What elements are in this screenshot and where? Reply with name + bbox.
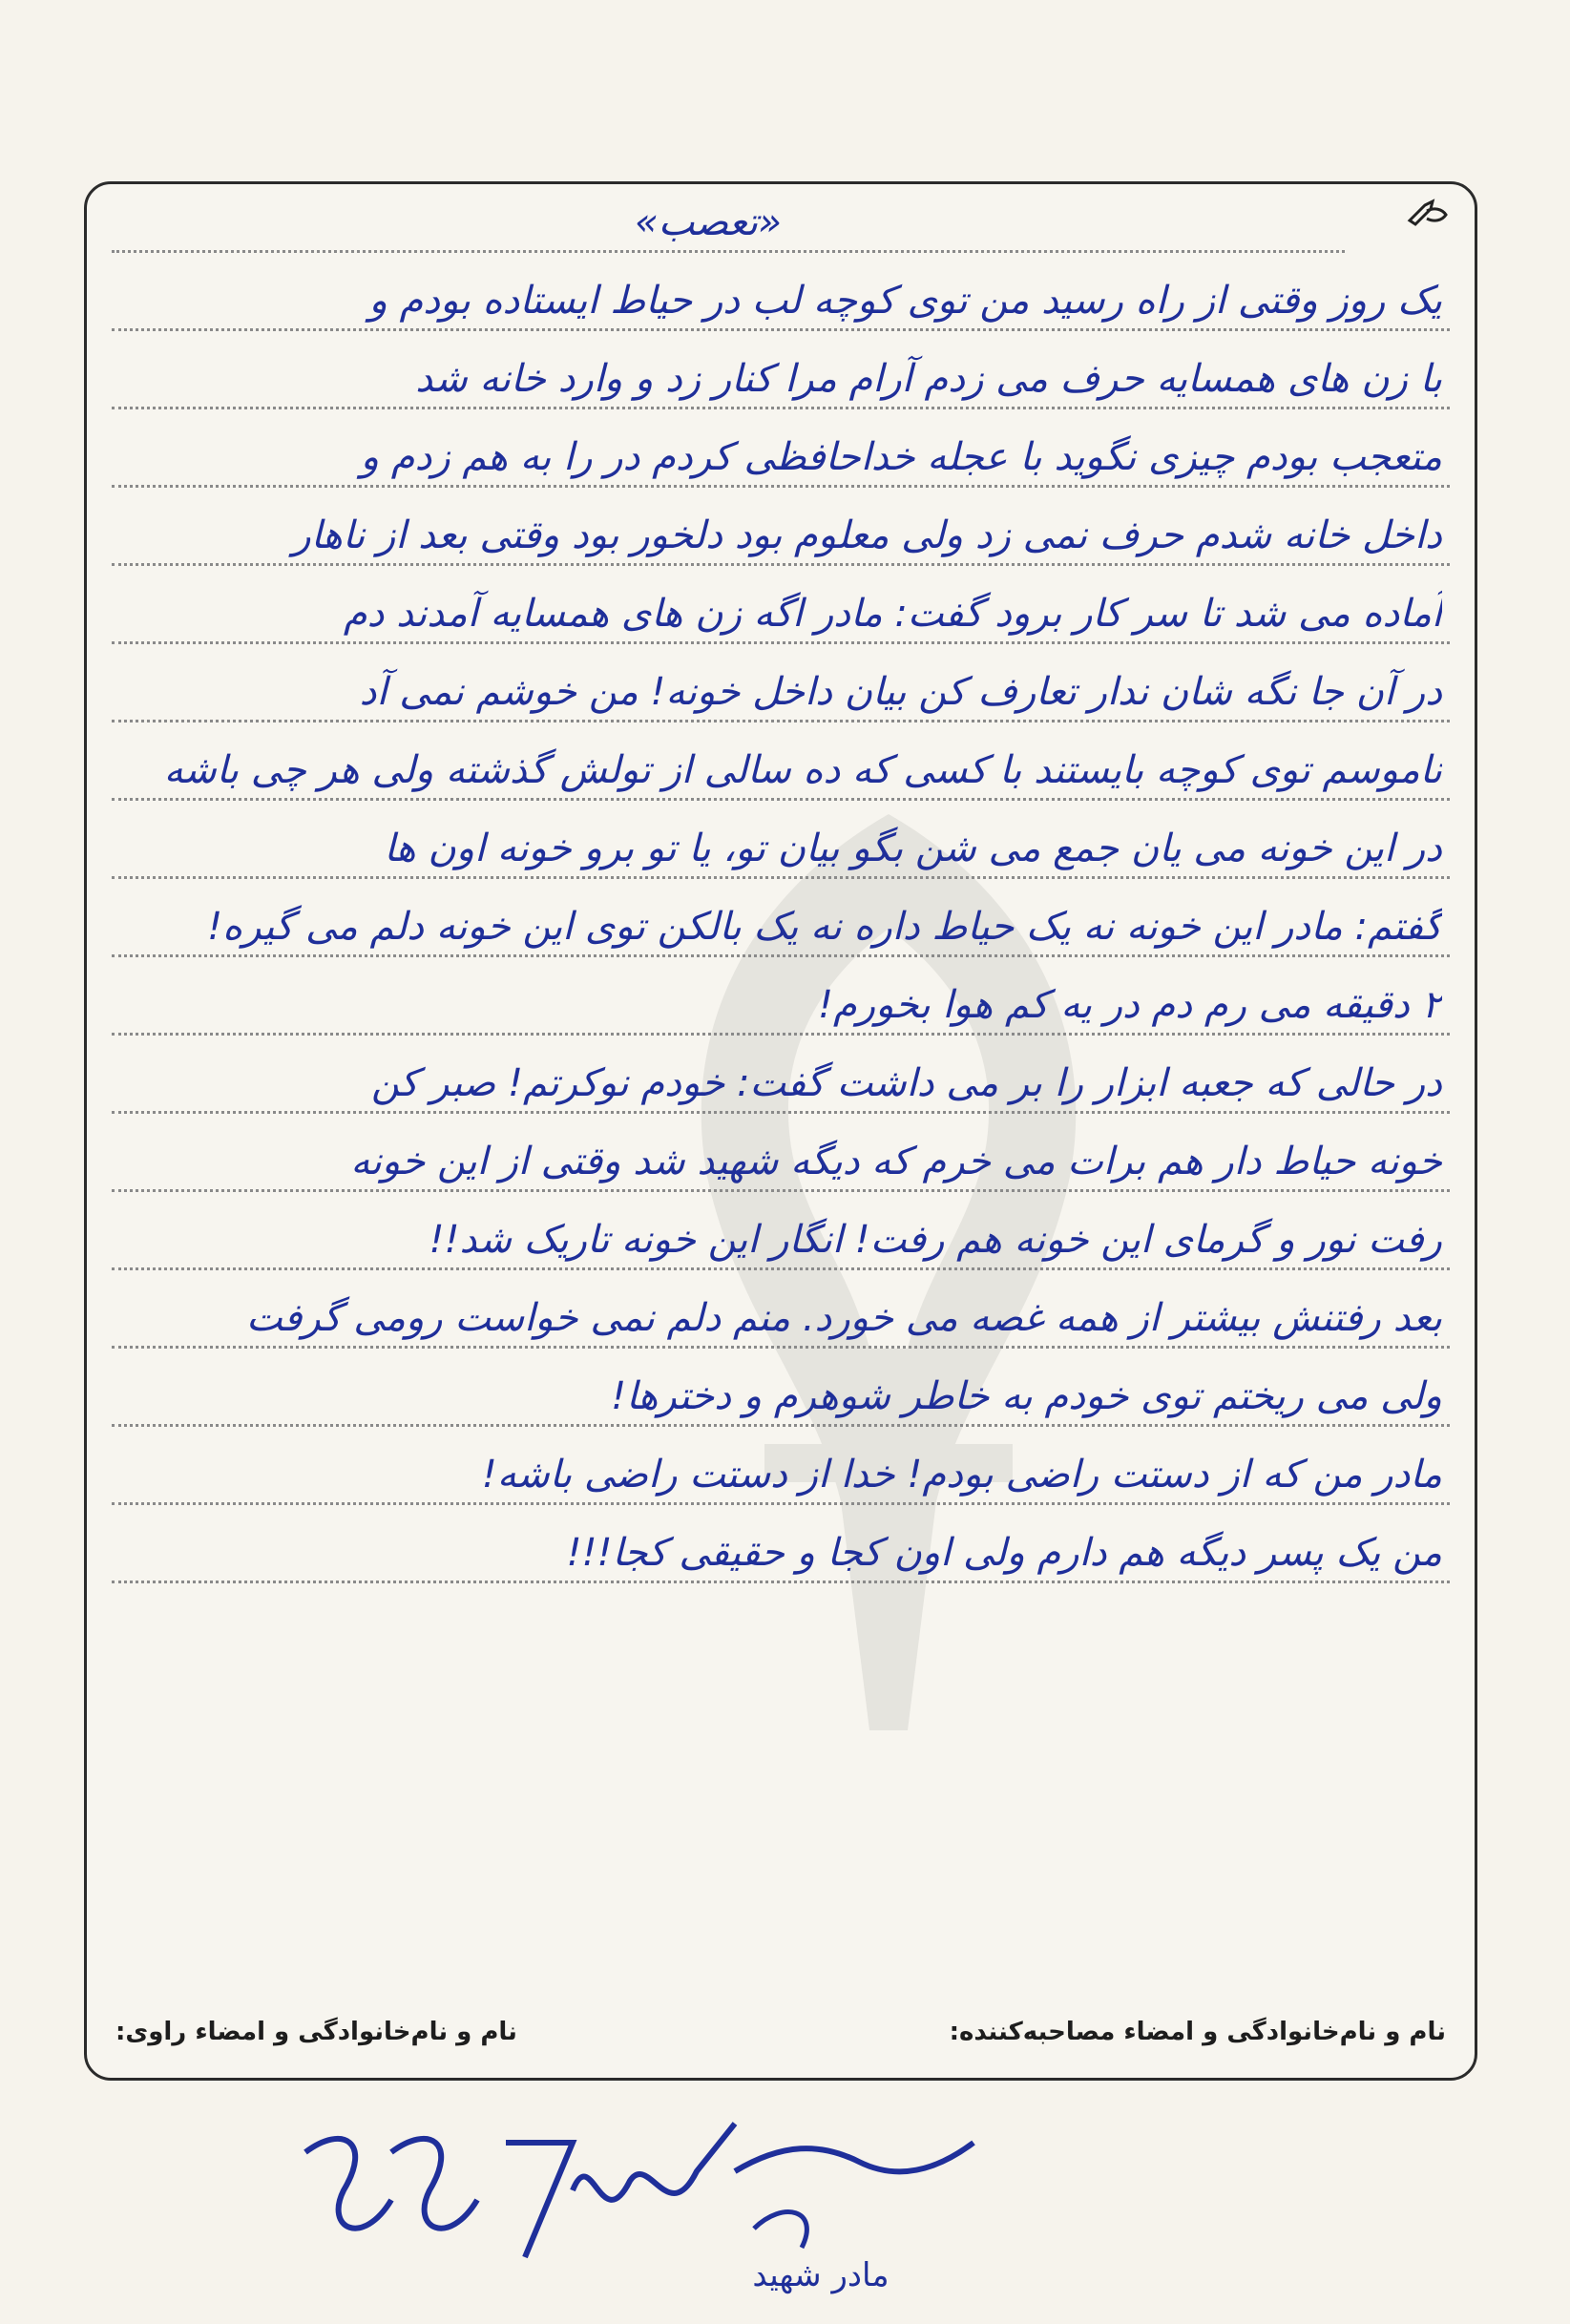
line-text: ناموسم توی کوچه بایستند با کسی که ده سالی از تولش گذشته ولی هر چی باشه bbox=[163, 748, 1442, 792]
writing-lines bbox=[112, 184, 1450, 1959]
dotted-rule bbox=[112, 1267, 1450, 1270]
handwritten-line bbox=[112, 419, 1450, 497]
dotted-rule bbox=[112, 1033, 1450, 1036]
handwritten-line bbox=[112, 1202, 1450, 1280]
document-title: «تعصب» bbox=[635, 200, 782, 244]
line-text: بعد رفتنش بیشتر از همه غصه می خورد. منم دلم نمی خواست رومی گرفت bbox=[245, 1296, 1442, 1340]
line-text: گفتم: مادر این خونه نه یک حیاط داره نه یک بالکن توی این خونه دلم می گیره! bbox=[207, 905, 1442, 949]
handwritten-line bbox=[112, 1358, 1450, 1436]
signature-labels bbox=[115, 2011, 1446, 2053]
line-text: در حالی که جعبه ابزار را بر می داشت گفت: خودم نوکرتم! صبر کن bbox=[370, 1061, 1442, 1105]
line-text: متعجب بودم چیزی نگوید با عجله خداحافظی کردم در را به هم زدم و bbox=[360, 435, 1442, 479]
title-line bbox=[112, 184, 1450, 262]
narrator-signature-label: نام و نام‌خانوادگی و امضاء راوی: bbox=[115, 2018, 517, 2046]
handwritten-line bbox=[112, 1045, 1450, 1123]
line-text: داخل خانه شدم حرف نمی زد ولی معلوم بود دلخور بود وقتی بعد از ناهار bbox=[292, 513, 1442, 557]
dotted-rule bbox=[112, 1346, 1450, 1349]
line-text: مادر من که از دستت راضی بودم! خدا از دستت راضی باشه! bbox=[481, 1453, 1442, 1497]
handwritten-line bbox=[112, 967, 1450, 1045]
line-text: با زن های همسایه حرف می زدم آرام مرا کنار زد و وارد خانه شد bbox=[415, 357, 1442, 401]
line-text: یک روز وقتی از راه رسید من توی کوچه لب در حیاط ایستاده بودم و bbox=[368, 279, 1442, 323]
dotted-rule bbox=[112, 1424, 1450, 1427]
dotted-rule bbox=[112, 407, 1450, 409]
handwritten-line bbox=[112, 497, 1450, 576]
line-text: آماده می شد تا سر کار برود گفت: مادر اگه زن های همسایه آمدند دم bbox=[343, 592, 1442, 636]
handwritten-line bbox=[112, 262, 1450, 341]
dotted-rule bbox=[112, 1189, 1450, 1192]
line-text: خونه حیاط دار هم برات می خرم که دیگه شهید شد وقتی از این خونه bbox=[350, 1140, 1442, 1183]
line-text: در این خونه می یان جمع می شن بگو بیان تو، یا تو برو خونه اون ها bbox=[384, 827, 1442, 870]
line-text: ۲ دقیقه می رم دم در یه کم هوا بخورم! bbox=[817, 983, 1442, 1027]
signature-text: مادر شهید bbox=[752, 2256, 890, 2294]
line-text: در آن جا نگه شان ندار تعارف کن بیان داخل خونه! من خوشم نمی آد bbox=[359, 670, 1442, 714]
dotted-rule bbox=[112, 876, 1450, 879]
handwritten-line bbox=[112, 341, 1450, 419]
handwritten-signature bbox=[286, 2085, 1012, 2305]
line-text: ولی می ریختم توی خودم به خاطر شوهرم و دخترها! bbox=[611, 1374, 1442, 1418]
interviewer-signature-label: نام و نام‌خانوادگی و امضاء مصاحبه‌کننده: bbox=[949, 2018, 1446, 2046]
dotted-rule bbox=[112, 485, 1450, 488]
dotted-rule bbox=[112, 1502, 1450, 1505]
handwritten-line bbox=[112, 1515, 1450, 1593]
line-text: من یک پسر دیگه هم دارم ولی اون کجا و حقیقی کجا!!! bbox=[566, 1531, 1442, 1575]
handwritten-line bbox=[112, 732, 1450, 810]
dotted-rule bbox=[112, 954, 1450, 957]
handwritten-line bbox=[112, 889, 1450, 967]
dotted-rule bbox=[112, 1111, 1450, 1114]
handwritten-line bbox=[112, 810, 1450, 889]
dotted-rule bbox=[112, 250, 1345, 253]
dotted-rule bbox=[112, 563, 1450, 566]
line-text: رفت نور و گرمای این خونه هم رفت! انگار این خونه تاریک شد!! bbox=[429, 1218, 1442, 1262]
handwritten-line bbox=[112, 1436, 1450, 1515]
dotted-rule bbox=[112, 798, 1450, 801]
dotted-rule bbox=[112, 641, 1450, 644]
dotted-rule bbox=[112, 1581, 1450, 1583]
handwritten-line bbox=[112, 576, 1450, 654]
dotted-rule bbox=[112, 328, 1450, 331]
handwritten-line bbox=[112, 654, 1450, 732]
handwritten-line bbox=[112, 1123, 1450, 1202]
form-frame bbox=[84, 181, 1477, 2081]
handwritten-line bbox=[112, 1280, 1450, 1358]
dotted-rule bbox=[112, 720, 1450, 722]
